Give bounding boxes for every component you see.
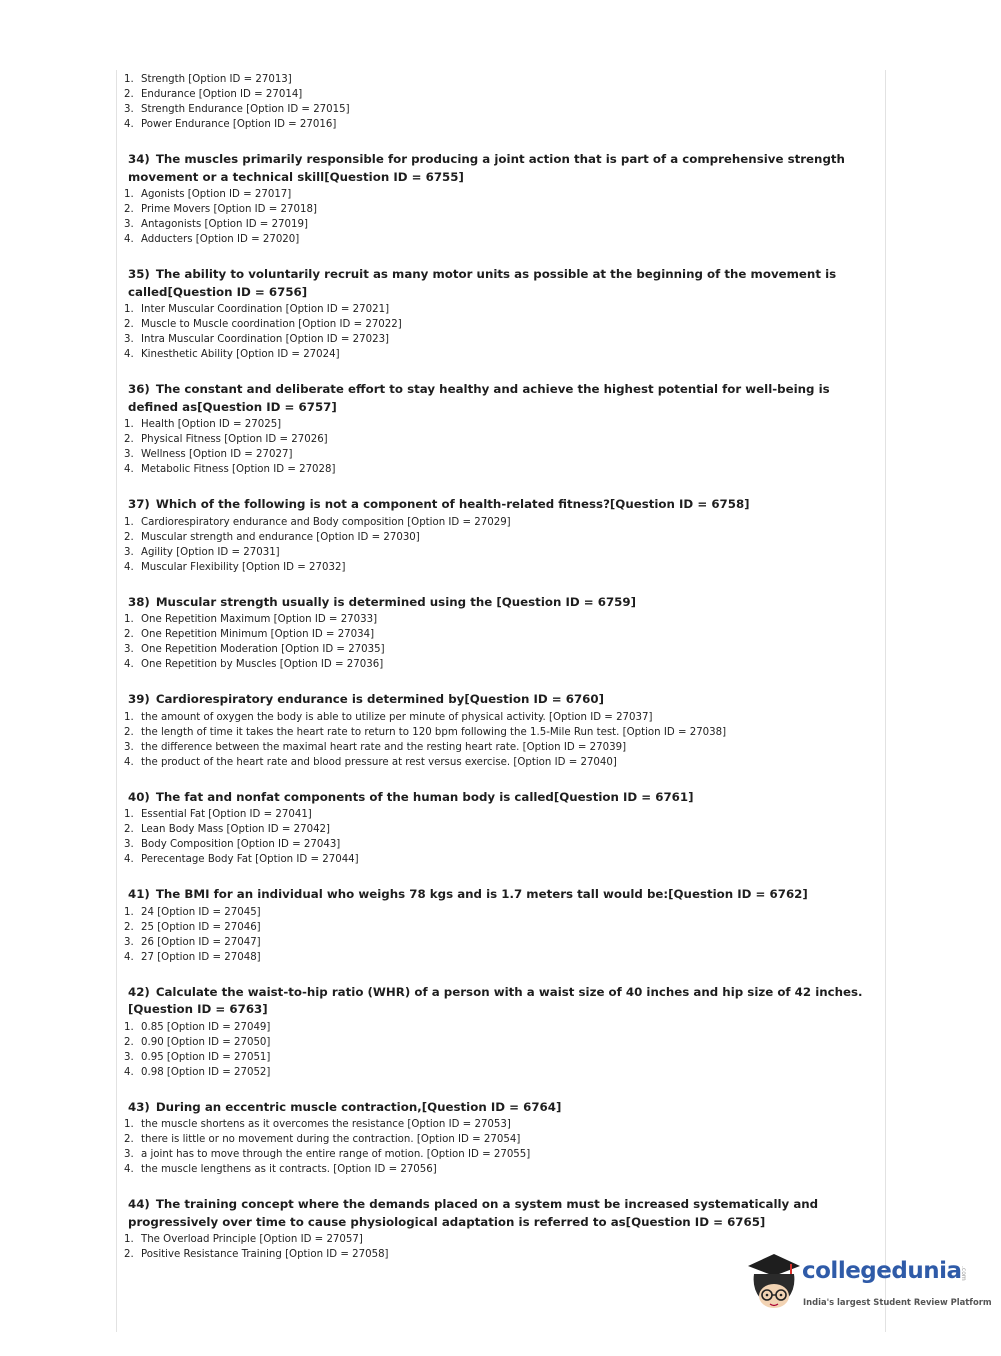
option-number: 1.	[124, 906, 134, 918]
option-item	[124, 530, 872, 545]
question-body: The constant and deliberate effort to stay healthy and achieve the highest potential for well-being is defined as[Question ID = 6757]	[128, 382, 830, 414]
question-text	[128, 886, 872, 904]
option-text: the product of the heart rate and blood pressure at rest versus exercise. [Option ID = 27040]	[141, 756, 617, 768]
option-number: 1.	[124, 809, 134, 820]
option-text: One Repetition Maximum [Option ID = 27033]	[141, 614, 378, 625]
option-number: 3.	[124, 839, 134, 850]
question-text	[128, 151, 872, 186]
question-body: Which of the following is not a component of health-related fitness?[Question ID = 6758]	[155, 497, 750, 511]
question-number: 34)	[128, 152, 150, 166]
leading-option-list	[124, 72, 872, 132]
question-body: Calculate the waist-to-hip ratio (WHR) of a person with a waist size of 40 inches and hip size of 42 inches.[Question ID = 6763]	[128, 984, 863, 1016]
question-block	[124, 151, 872, 247]
option-item	[124, 1050, 872, 1065]
option-number: 2.	[124, 1036, 134, 1048]
option-item	[124, 1132, 872, 1147]
option-number: 3.	[124, 741, 134, 753]
document-content	[124, 72, 872, 1262]
option-item	[124, 837, 872, 852]
option-text: 24 [Option ID = 27045]	[141, 906, 261, 918]
option-number: 1.	[124, 74, 134, 85]
option-text: Health [Option ID = 27025]	[141, 419, 282, 430]
option-text: Prime Movers [Option ID = 27018]	[141, 204, 317, 215]
option-item	[124, 740, 872, 755]
option-number: 4.	[124, 119, 134, 130]
option-list	[124, 905, 872, 965]
question-block	[124, 1099, 872, 1178]
option-text: Muscular Flexibility [Option ID = 27032]	[141, 561, 346, 573]
option-list	[124, 807, 872, 867]
option-number: 4.	[124, 1066, 134, 1078]
option-text: One Repetition by Muscles [Option ID = 27036]	[141, 659, 384, 670]
option-number: 2.	[124, 1249, 134, 1260]
option-item	[124, 432, 872, 447]
option-list	[124, 187, 872, 247]
question-block	[124, 984, 872, 1080]
logo-brand-text: collegedunia	[802, 1258, 962, 1284]
question-body: The BMI for an individual who weighs 78 kgs and is 1.7 meters tall would be:[Question ID = 6762]	[155, 887, 808, 901]
option-text: The Overload Principle [Option ID = 27057]	[141, 1234, 363, 1245]
option-text: Muscle to Muscle coordination [Option ID = 27022]	[141, 319, 402, 330]
option-item	[124, 515, 872, 530]
option-text: Agility [Option ID = 27031]	[141, 546, 280, 558]
option-item	[124, 657, 872, 672]
option-number: 4.	[124, 659, 134, 670]
option-item	[124, 755, 872, 770]
option-list	[124, 515, 872, 575]
logo-dotcom-text: .com	[960, 1266, 967, 1281]
option-list	[124, 710, 872, 770]
option-item	[124, 417, 872, 432]
question-text	[128, 1196, 872, 1231]
option-item	[124, 187, 872, 202]
question-number: 41)	[128, 887, 150, 901]
question-list	[124, 151, 872, 1262]
option-item	[124, 725, 872, 740]
option-number: 1.	[124, 189, 134, 200]
option-item	[124, 1020, 872, 1035]
option-text: Antagonists [Option ID = 27019]	[141, 219, 308, 230]
option-item	[124, 1117, 872, 1132]
option-number: 1.	[124, 419, 134, 430]
question-text	[128, 381, 872, 416]
option-number: 2.	[124, 824, 134, 835]
option-text: 25 [Option ID = 27046]	[141, 921, 261, 933]
question-number: 44)	[128, 1197, 150, 1211]
option-text: Cardiorespiratory endurance and Body composition [Option ID = 27029]	[141, 516, 511, 528]
option-text: Essential Fat [Option ID = 27041]	[141, 809, 312, 820]
option-list	[124, 1117, 872, 1177]
option-text: Wellness [Option ID = 27027]	[141, 449, 293, 460]
question-block	[124, 789, 872, 868]
option-text: Physical Fitness [Option ID = 27026]	[141, 434, 328, 445]
question-number: 39)	[128, 692, 150, 706]
question-block	[124, 496, 872, 575]
option-text: Metabolic Fitness [Option ID = 27028]	[141, 464, 336, 475]
option-item	[124, 102, 872, 117]
option-item	[124, 807, 872, 822]
option-item	[124, 332, 872, 347]
question-number: 40)	[128, 789, 150, 804]
option-number: 2.	[124, 204, 134, 215]
question-text	[128, 789, 872, 807]
question-block	[124, 381, 872, 477]
option-item	[124, 217, 872, 232]
option-item	[124, 1035, 872, 1050]
option-number: 2.	[124, 531, 134, 543]
option-number: 2.	[124, 89, 134, 100]
question-body: Muscular strength usually is determined using the [Question ID = 6759]	[155, 594, 636, 609]
option-text: the muscle lengthens as it contracts. [Option ID = 27056]	[141, 1164, 437, 1175]
option-item	[124, 202, 872, 217]
option-number: 1.	[124, 1021, 134, 1033]
option-number: 4.	[124, 951, 134, 963]
question-block	[124, 886, 872, 965]
option-number: 3.	[124, 546, 134, 558]
question-number: 42)	[128, 984, 150, 999]
option-item	[124, 302, 872, 317]
option-number: 1.	[124, 1119, 134, 1130]
option-item	[124, 447, 872, 462]
option-text: Muscular strength and endurance [Option ID = 27030]	[141, 531, 420, 543]
option-text: Strength Endurance [Option ID = 27015]	[141, 104, 350, 115]
question-text	[128, 984, 872, 1019]
option-text: 27 [Option ID = 27048]	[141, 951, 261, 963]
question-block	[124, 266, 872, 362]
option-text: the amount of oxygen the body is able to utilize per minute of physical activity. [Option ID = 27037]	[141, 711, 653, 723]
option-text: 26 [Option ID = 27047]	[141, 936, 261, 948]
option-item	[124, 347, 872, 362]
option-number: 2.	[124, 434, 134, 445]
option-item	[124, 317, 872, 332]
mascot-icon	[744, 1250, 804, 1320]
option-number: 4.	[124, 854, 134, 865]
question-text	[128, 594, 872, 612]
question-body: Cardiorespiratory endurance is determined by[Question ID = 6760]	[155, 692, 604, 706]
question-body: The muscles primarily responsible for producing a joint action that is part of a comprehensive strength movement or a technical skill[Question ID = 6755]	[128, 152, 845, 184]
option-item	[124, 1147, 872, 1162]
option-item	[124, 232, 872, 247]
option-text: 0.90 [Option ID = 27050]	[141, 1036, 271, 1048]
option-number: 4.	[124, 561, 134, 573]
option-item	[124, 822, 872, 837]
option-item	[124, 920, 872, 935]
option-text: Kinesthetic Ability [Option ID = 27024]	[141, 349, 340, 360]
option-item	[124, 72, 872, 87]
question-block	[124, 691, 872, 770]
question-body: The ability to voluntarily recruit as many motor units as possible at the beginning of the movement is called[Question ID = 6756]	[128, 267, 837, 299]
option-item	[124, 545, 872, 560]
option-item	[124, 852, 872, 867]
option-text: 0.95 [Option ID = 27051]	[141, 1051, 271, 1063]
question-body: The fat and nonfat components of the human body is called[Question ID = 6761]	[155, 789, 694, 804]
option-item	[124, 612, 872, 627]
option-number: 2.	[124, 726, 134, 738]
question-text	[128, 266, 872, 301]
option-text: Positive Resistance Training [Option ID = 27058]	[141, 1249, 389, 1260]
option-item	[124, 87, 872, 102]
option-item	[124, 950, 872, 965]
option-number: 4.	[124, 234, 134, 245]
option-text: Body Composition [Option ID = 27043]	[141, 839, 341, 850]
option-number: 4.	[124, 349, 134, 360]
option-number: 1.	[124, 711, 134, 723]
option-number: 3.	[124, 936, 134, 948]
question-body: The training concept where the demands placed on a system must be increased systematically and progressively over time to cause physiological adaptation is referred to as[Question ID = 6765]	[128, 1197, 819, 1229]
question-number: 35)	[128, 267, 150, 281]
option-number: 3.	[124, 1149, 134, 1160]
option-text: Endurance [Option ID = 27014]	[141, 89, 303, 100]
option-number: 3.	[124, 334, 134, 345]
option-number: 2.	[124, 629, 134, 640]
option-item	[124, 560, 872, 575]
option-text: Perecentage Body Fat [Option ID = 27044]	[141, 854, 359, 865]
option-number: 1.	[124, 516, 134, 528]
option-list	[124, 1020, 872, 1080]
option-list	[124, 417, 872, 477]
option-number: 3.	[124, 104, 134, 115]
option-item	[124, 710, 872, 725]
option-text: the length of time it takes the heart rate to return to 120 bpm following the 1.5-Mile Run test. [Option ID = 27038]	[141, 726, 727, 738]
collegedunia-logo	[744, 1250, 992, 1320]
option-text: Intra Muscular Coordination [Option ID = 27023]	[141, 334, 390, 345]
option-text: there is little or no movement during the contraction. [Option ID = 27054]	[141, 1134, 521, 1145]
option-text: Inter Muscular Coordination [Option ID = 27021]	[141, 304, 390, 315]
option-text: Strength [Option ID = 27013]	[141, 74, 292, 85]
option-number: 2.	[124, 1134, 134, 1145]
question-number: 38)	[128, 594, 150, 609]
question-body: During an eccentric muscle contraction,[Question ID = 6764]	[155, 1099, 562, 1114]
option-text: 0.98 [Option ID = 27052]	[141, 1066, 271, 1078]
option-list	[124, 612, 872, 672]
option-number: 2.	[124, 921, 134, 933]
option-item	[124, 905, 872, 920]
option-number: 4.	[124, 1164, 134, 1175]
option-number: 1.	[124, 614, 134, 625]
option-text: Adducters [Option ID = 27020]	[141, 234, 300, 245]
option-item	[124, 642, 872, 657]
option-text: the difference between the maximal heart rate and the resting heart rate. [Option ID = 27039]	[141, 741, 627, 753]
question-block	[124, 594, 872, 673]
option-text: One Repetition Minimum [Option ID = 27034]	[141, 629, 375, 640]
option-number: 4.	[124, 464, 134, 475]
option-number: 1.	[124, 1234, 134, 1245]
option-text: Power Endurance [Option ID = 27016]	[141, 119, 337, 130]
option-item	[124, 1065, 872, 1080]
question-number: 37)	[128, 497, 150, 511]
option-text: the muscle shortens as it overcomes the resistance [Option ID = 27053]	[141, 1119, 511, 1130]
option-item	[124, 1162, 872, 1177]
question-text	[128, 691, 872, 709]
option-text: a joint has to move through the entire range of motion. [Option ID = 27055]	[141, 1149, 531, 1160]
option-text: Lean Body Mass [Option ID = 27042]	[141, 824, 331, 835]
question-number: 43)	[128, 1099, 150, 1114]
option-number: 3.	[124, 449, 134, 460]
option-number: 4.	[124, 756, 134, 768]
option-number: 3.	[124, 219, 134, 230]
option-number: 1.	[124, 304, 134, 315]
question-text	[128, 1099, 872, 1117]
question-text	[128, 496, 872, 514]
option-item	[124, 627, 872, 642]
option-item	[124, 462, 872, 477]
option-item	[124, 117, 872, 132]
option-number: 2.	[124, 319, 134, 330]
option-item	[124, 1232, 872, 1247]
option-number: 3.	[124, 1051, 134, 1063]
question-number: 36)	[128, 382, 150, 396]
logo-tagline: India's largest Student Review Platform	[803, 1297, 992, 1307]
option-text: Agonists [Option ID = 27017]	[141, 189, 292, 200]
option-item	[124, 935, 872, 950]
option-number: 3.	[124, 644, 134, 655]
option-text: 0.85 [Option ID = 27049]	[141, 1021, 271, 1033]
option-list	[124, 302, 872, 362]
option-text: One Repetition Moderation [Option ID = 27035]	[141, 644, 385, 655]
